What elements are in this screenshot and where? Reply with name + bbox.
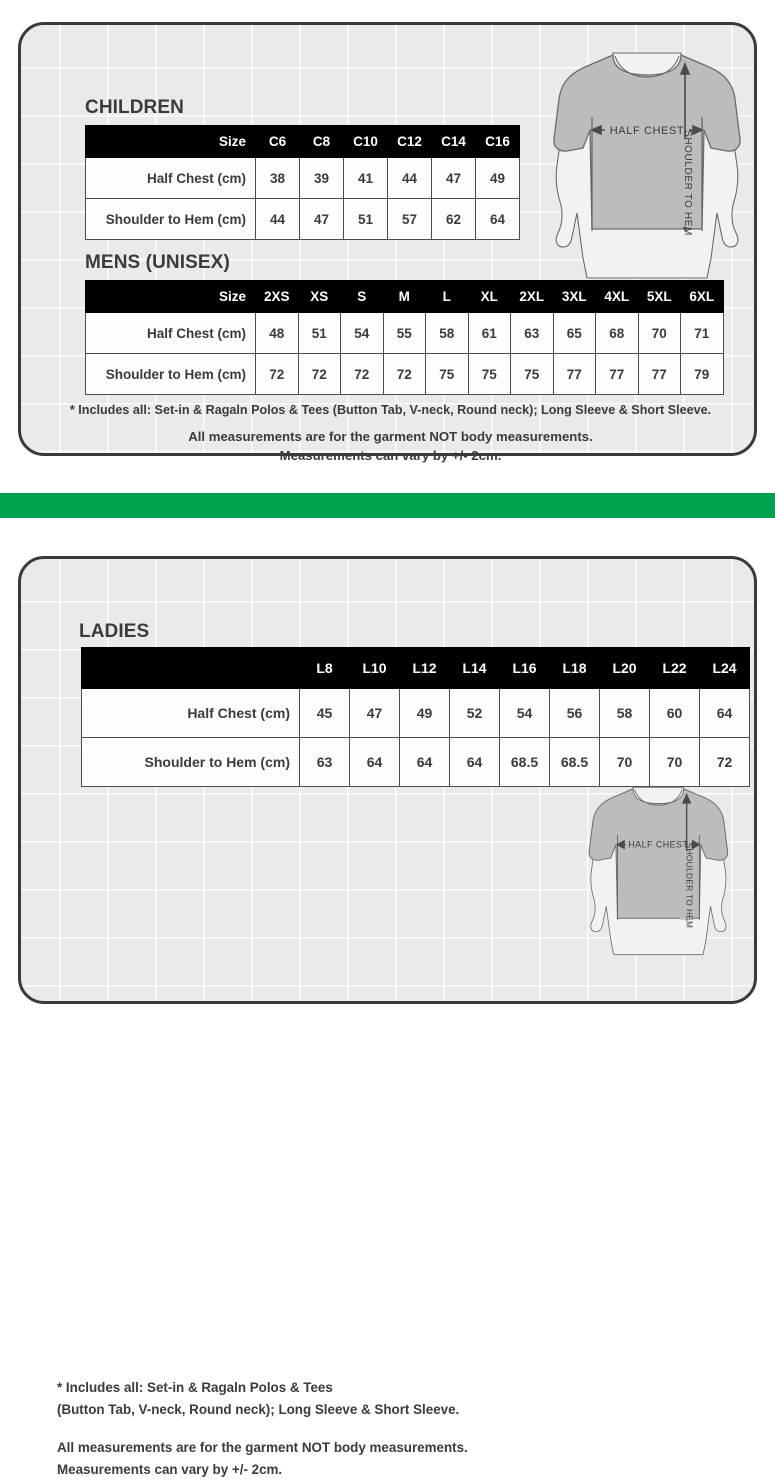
column-header-l18: L18 xyxy=(550,648,600,689)
bottom-footnote-includes-line2: (Button Tab, V-neck, Round neck); Long Sleeve & Short Sleeve. xyxy=(57,1402,460,1417)
cell-value: 61 xyxy=(468,313,511,354)
cell-value: 47 xyxy=(350,689,400,738)
cell-value: 70 xyxy=(638,313,681,354)
column-header-c6: C6 xyxy=(256,126,300,158)
cell-value: 45 xyxy=(300,689,350,738)
cell-value: 71 xyxy=(681,313,724,354)
tshirt-measurement-diagram xyxy=(539,53,754,278)
cell-value: 44 xyxy=(256,199,300,240)
table-header-row xyxy=(82,648,750,689)
cell-value: 75 xyxy=(468,354,511,395)
cell-value: 77 xyxy=(596,354,639,395)
column-header-l14: L14 xyxy=(450,648,500,689)
cell-value: 64 xyxy=(476,199,520,240)
cell-value: 58 xyxy=(600,689,650,738)
column-header-s: S xyxy=(341,281,384,313)
column-header-c16: C16 xyxy=(476,126,520,158)
top-footnote-measurements-line2: Measurements can vary by +/- 2cm. xyxy=(279,448,502,463)
column-header-c14: C14 xyxy=(432,126,476,158)
table-row xyxy=(86,199,520,240)
column-header-blank xyxy=(82,648,300,689)
cell-value: 72 xyxy=(700,738,750,787)
cell-value: 54 xyxy=(500,689,550,738)
column-header-l12: L12 xyxy=(400,648,450,689)
column-header-l8: L8 xyxy=(300,648,350,689)
row-label-half-chest: Half Chest (cm) xyxy=(82,689,300,738)
cell-value: 72 xyxy=(383,354,426,395)
column-header-2xs: 2XS xyxy=(256,281,299,313)
table-header-row xyxy=(86,126,520,158)
column-header-4xl: 4XL xyxy=(596,281,639,313)
cell-value: 64 xyxy=(700,689,750,738)
mens-unisex-size-table xyxy=(85,280,724,395)
column-header-size: Size xyxy=(86,281,256,313)
cell-value: 56 xyxy=(550,689,600,738)
top-footnote-includes: * Includes all: Set-in & Ragaln Polos & Tees (Button Tab, V-neck, Round neck); Long Sleeve & Short Sleeve. xyxy=(69,403,712,417)
cell-value: 72 xyxy=(256,354,299,395)
cell-value: 47 xyxy=(300,199,344,240)
bottom-size-chart-panel xyxy=(18,556,757,1477)
cell-value: 63 xyxy=(511,313,554,354)
cell-value: 72 xyxy=(298,354,341,395)
cell-value: 41 xyxy=(344,158,388,199)
cell-value: 77 xyxy=(638,354,681,395)
cell-value: 70 xyxy=(650,738,700,787)
green-divider-band xyxy=(0,493,775,518)
top-footnote-measurements-line1: All measurements are for the garment NOT body measurements. xyxy=(188,429,593,444)
cell-value: 72 xyxy=(341,354,384,395)
bottom-footnote-measurements xyxy=(57,1437,468,1481)
top-size-chart-panel xyxy=(18,22,757,463)
cell-value: 64 xyxy=(400,738,450,787)
cell-value: 64 xyxy=(350,738,400,787)
children-size-table xyxy=(85,125,520,240)
bottom-footnote-includes-line1: * Includes all: Set-in & Ragaln Polos & Tees xyxy=(57,1380,333,1395)
cell-value: 60 xyxy=(650,689,700,738)
cell-value: 63 xyxy=(300,738,350,787)
cell-value: 39 xyxy=(300,158,344,199)
cell-value: 58 xyxy=(426,313,469,354)
column-header-c12: C12 xyxy=(388,126,432,158)
row-label-half-chest: Half Chest (cm) xyxy=(86,313,256,354)
cell-value: 65 xyxy=(553,313,596,354)
cell-value: 52 xyxy=(450,689,500,738)
table-row xyxy=(86,158,520,199)
cell-value: 51 xyxy=(344,199,388,240)
column-header-6xl: 6XL xyxy=(681,281,724,313)
cell-value: 75 xyxy=(511,354,554,395)
cell-value: 48 xyxy=(256,313,299,354)
cell-value: 57 xyxy=(388,199,432,240)
column-header-2xl: 2XL xyxy=(511,281,554,313)
column-header-c8: C8 xyxy=(300,126,344,158)
bottom-footnote-measurements-line2: Measurements can vary by +/- 2cm. xyxy=(57,1462,283,1477)
cell-value: 75 xyxy=(426,354,469,395)
cell-value: 54 xyxy=(341,313,384,354)
table-row xyxy=(82,738,750,787)
section-title-mens-unisex: MENS (UNISEX) xyxy=(85,252,230,273)
table-row xyxy=(86,354,724,395)
half-chest-label: HALF CHEST xyxy=(628,839,689,850)
column-header-l20: L20 xyxy=(600,648,650,689)
cell-value: 68.5 xyxy=(550,738,600,787)
row-label-half-chest: Half Chest (cm) xyxy=(86,158,256,199)
column-header-size: Size xyxy=(86,126,256,158)
section-title-ladies: LADIES xyxy=(79,621,150,642)
column-header-l24: L24 xyxy=(700,648,750,689)
cell-value: 49 xyxy=(400,689,450,738)
column-header-l16: L16 xyxy=(500,648,550,689)
cell-value: 77 xyxy=(553,354,596,395)
cell-value: 55 xyxy=(383,313,426,354)
cell-value: 44 xyxy=(388,158,432,199)
cell-value: 47 xyxy=(432,158,476,199)
table-row xyxy=(86,313,724,354)
top-footnote-measurements xyxy=(21,427,760,465)
column-header-l10: L10 xyxy=(350,648,400,689)
cell-value: 70 xyxy=(600,738,650,787)
shoulder-to-hem-label: SHOULDER TO HEM xyxy=(684,842,694,929)
column-header-5xl: 5XL xyxy=(638,281,681,313)
half-chest-label: HALF CHEST xyxy=(609,125,685,137)
table-header-row xyxy=(86,281,724,313)
column-header-m: M xyxy=(383,281,426,313)
column-header-3xl: 3XL xyxy=(553,281,596,313)
column-header-xl: XL xyxy=(468,281,511,313)
row-label-shoulder-to-hem: Shoulder to Hem (cm) xyxy=(86,354,256,395)
shoulder-to-hem-label: SHOULDER TO HEM xyxy=(682,130,693,236)
row-label-shoulder-to-hem: Shoulder to Hem (cm) xyxy=(82,738,300,787)
bottom-footnote-includes xyxy=(57,1377,459,1421)
cell-value: 49 xyxy=(476,158,520,199)
column-header-l: L xyxy=(426,281,469,313)
column-header-l22: L22 xyxy=(650,648,700,689)
cell-value: 68.5 xyxy=(500,738,550,787)
cell-value: 64 xyxy=(450,738,500,787)
column-header-xs: XS xyxy=(298,281,341,313)
cell-value: 38 xyxy=(256,158,300,199)
cell-value: 79 xyxy=(681,354,724,395)
section-title-children: CHILDREN xyxy=(85,97,184,118)
table-row xyxy=(82,689,750,738)
bottom-footnote-measurements-line1: All measurements are for the garment NOT body measurements. xyxy=(57,1440,468,1455)
ladies-size-table xyxy=(81,647,750,787)
tshirt-measurement-diagram xyxy=(578,781,738,961)
row-label-shoulder-to-hem: Shoulder to Hem (cm) xyxy=(86,199,256,240)
column-header-c10: C10 xyxy=(344,126,388,158)
cell-value: 62 xyxy=(432,199,476,240)
cell-value: 51 xyxy=(298,313,341,354)
cell-value: 68 xyxy=(596,313,639,354)
